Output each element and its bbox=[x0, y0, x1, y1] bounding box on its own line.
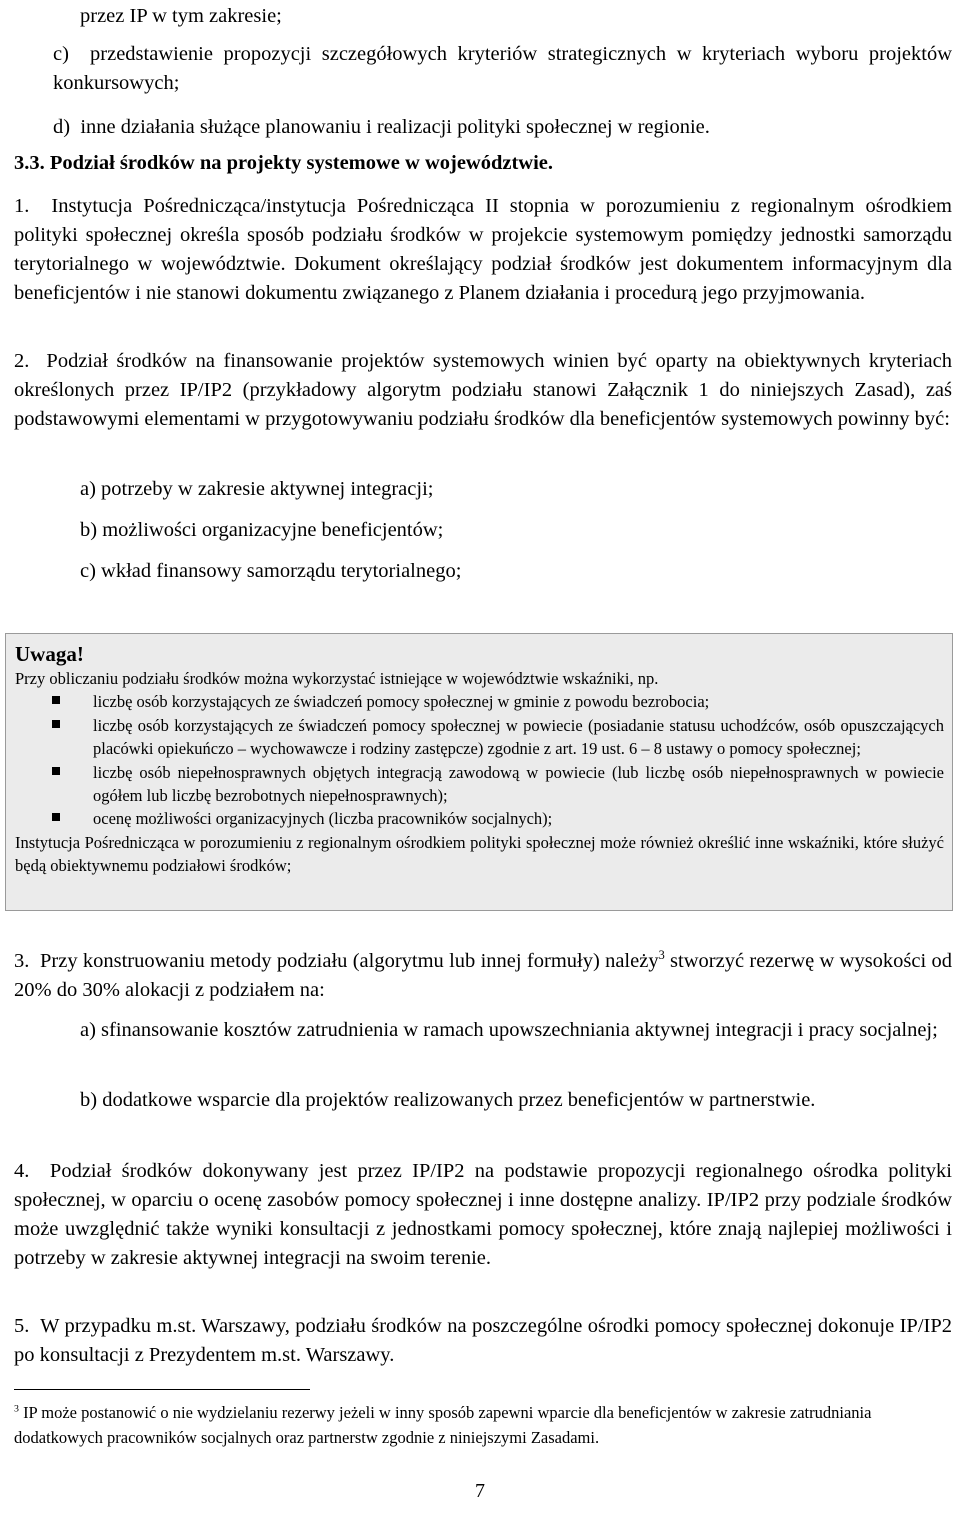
continuation-line: przez IP w tym zakresie; bbox=[80, 5, 282, 27]
note-bullet-item: liczbę osób niepełnosprawnych objętych integracją zawodową w powiecie (lub liczbę osób niepełnosprawnych w powiecie ogółem lub liczbę bezrobotnych niepełnosprawnych); bbox=[15, 761, 944, 808]
paragraph-2-item-c: c) wkład finansowy samorządu terytorialnego; bbox=[80, 560, 462, 582]
list-item-d: d) inne działania służące planowaniu i realizacji polityki społecznej w regionie. bbox=[53, 116, 710, 138]
paragraph-2: 2. Podział środków na finansowanie projektów systemowych winien być oparty na obiektywnych kryteriach określonych przez IP/IP2 (przykładowy algorytm podziału stanowi Załącznik 1 do niniejszych Zasad), zaś podstawowymi elementami w przygotowywaniu podziału środków dla beneficjentów systemowych powinny być: bbox=[14, 350, 952, 430]
paragraph-2-item-a: a) potrzeby w zakresie aktywnej integracji; bbox=[80, 478, 434, 500]
paragraph-3-item-b: b) dodatkowe wsparcie dla projektów realizowanych przez beneficjentów w partnerstwie. bbox=[80, 1089, 816, 1111]
footnote-divider bbox=[14, 1389, 310, 1390]
square-bullet-icon bbox=[52, 813, 60, 821]
note-title: Uwaga! bbox=[15, 642, 84, 666]
note-bullet-list bbox=[15, 690, 944, 830]
page-number: 7 bbox=[475, 1480, 485, 1502]
paragraph-4: 4. Podział środków dokonywany jest przez IP/IP2 na podstawie propozycji regionalnego ośrodka polityki społecznej, w oparciu o ocenę zasobów pomocy społecznej i inne dostępne analizy. IP/IP2 przy podziale środków może uwzględnić także wyniki konsultacji z jednostkami pomocy społecznej, które znają najlepiej możliwości i potrzeby w zakresie aktywnej integracji na swoim terenie. bbox=[14, 1160, 952, 1269]
square-bullet-icon bbox=[52, 767, 60, 775]
paragraph-5: 5. W przypadku m.st. Warszawy, podziału środków na poszczególne ośrodki pomocy społecznej dokonuje IP/IP2 po konsultacji z Prezydentem m.st. Warszawy. bbox=[14, 1315, 952, 1366]
list-item-c: c) przedstawienie propozycji szczegółowych kryteriów strategicznych w kryteriach wyboru projektów konkursowych; bbox=[53, 43, 952, 94]
paragraph-3: 3. Przy konstruowaniu metody podziału (algorytmu lub innej formuły) należy$^3$ stworzyć rezerwę w wysokości od 20% do 30% alokacji z podziałem na: bbox=[14, 948, 952, 1001]
footnote bbox=[14, 1400, 952, 1450]
note-bullet-item: ocenę możliwości organizacyjnych (liczba pracowników socjalnych); bbox=[15, 807, 944, 830]
square-bullet-icon bbox=[52, 696, 60, 704]
note-bullet-item: liczbę osób korzystających ze świadczeń pomocy społecznej w gminie z powodu bezrobocia; bbox=[15, 690, 944, 713]
note-bullet-item: liczbę osób korzystających ze świadczeń pomocy społecznej w powiecie (posiadanie statusu uchodźców, osób opuszczających placówki opiekuńczo – wychowawcze i rodziny zastępcze) zgodnie z art. 19 ust. 6 – 8 ustawy o pomocy społecznej; bbox=[15, 714, 944, 761]
paragraph-2-item-b: b) możliwości organizacyjne beneficjentów; bbox=[80, 519, 444, 541]
paragraph-3-item-a: a) sfinansowanie kosztów zatrudnienia w ramach upowszechniania aktywnej integracji i pracy socjalnej; bbox=[80, 1019, 938, 1041]
note-intro: Przy obliczaniu podziału środków można wykorzystać istniejące w województwie wskaźniki, np. bbox=[15, 669, 659, 688]
footnote-ref[interactable]: 3 bbox=[658, 948, 665, 963]
square-bullet-icon bbox=[52, 720, 60, 728]
section-heading: 3.3. Podział środków na projekty systemowe w województwie. bbox=[14, 152, 554, 174]
note-outro: Instytucja Pośrednicząca w porozumieniu z regionalnym ośrodkiem polityki społecznej może również określić inne wskaźniki, które służyć będą obiektywnemu podziałowi środków; bbox=[15, 832, 944, 876]
paragraph-1: 1. Instytucja Pośrednicząca/instytucja Pośrednicząca II stopnia w porozumieniu z regionalnym ośrodkiem polityki społecznej określa sposób podziału środków w projekcie systemowym pomiędzy jednostki samorządu terytorialnego w województwie. Dokument określający podział środków jest dokumentem informacyjnym dla beneficjentów i nie stanowi dokumentu związanego z Planem działania i procedurą jego przyjmowania. bbox=[14, 195, 952, 304]
note-box bbox=[5, 633, 953, 911]
footnote-number: 3 bbox=[14, 1403, 19, 1415]
footnote-text: IP może postanowić o nie wydzielaniu rezerwy jeżeli w inny sposób zapewni wparcie dla beneficjentów w zakresie zatrudniania dodatkowych pracowników socjalnych oraz partnerstw zgodnie z niniejszymi Zasadami. bbox=[14, 1403, 872, 1447]
